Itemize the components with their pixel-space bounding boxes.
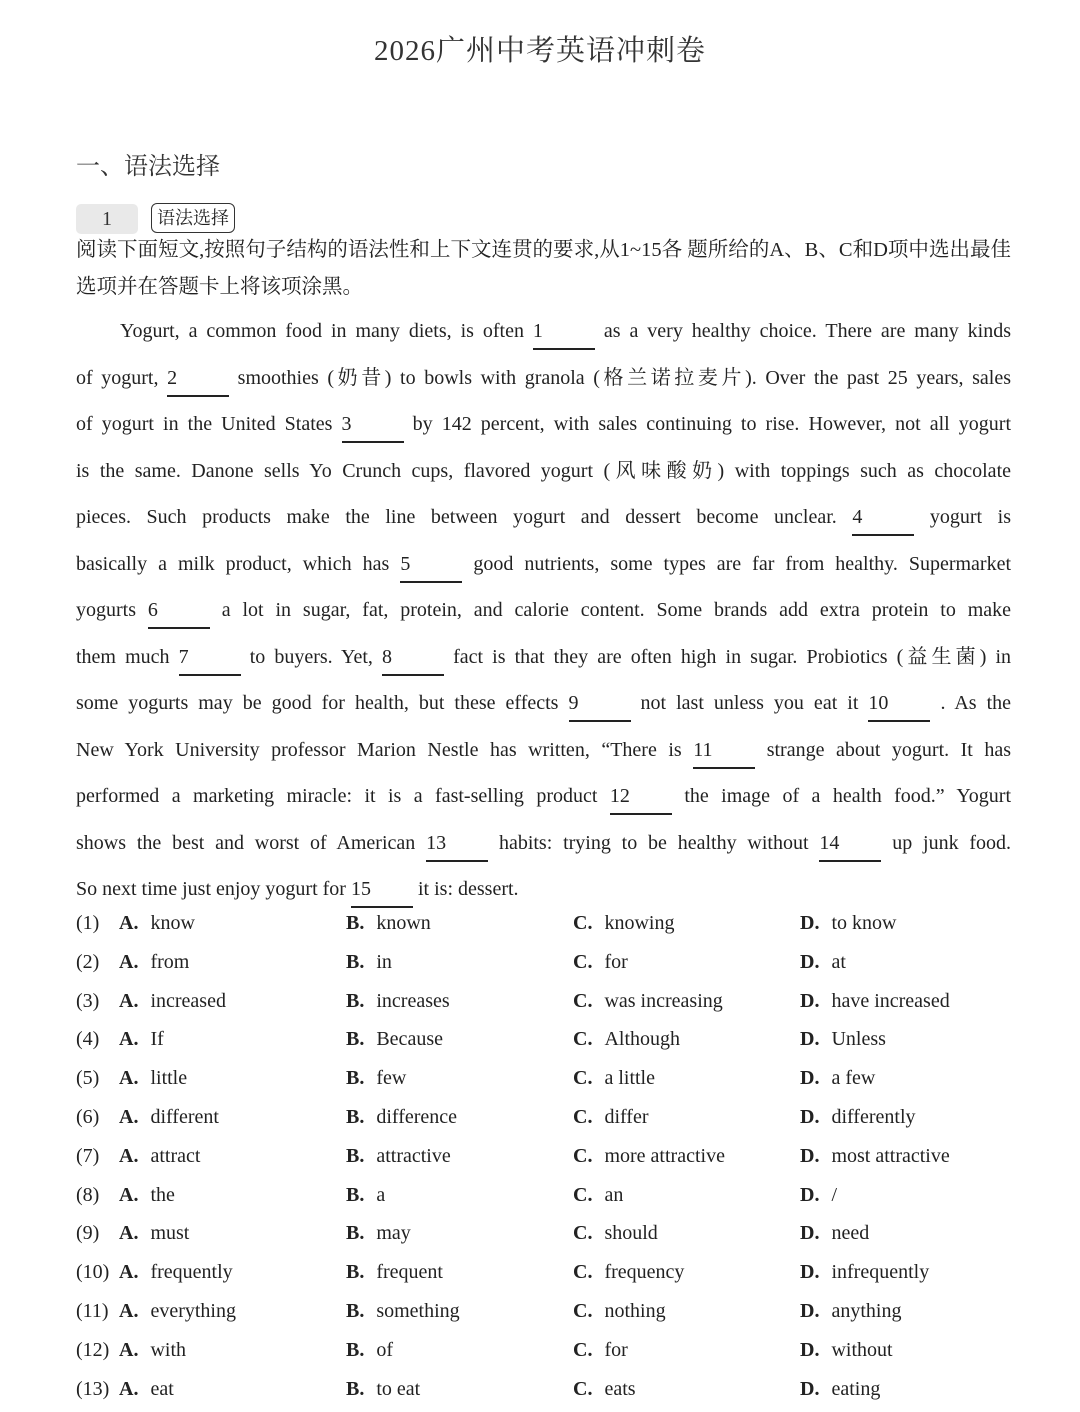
option-letter: C. <box>573 1377 593 1400</box>
passage-text: smoothies (奶昔) to bowls with granola (格兰诺拉麦片). Over the past 25 years, sales <box>237 366 1011 389</box>
option-text: frequency <box>604 1261 685 1284</box>
option-letter: B. <box>346 912 365 934</box>
option-text: the <box>150 1183 175 1206</box>
option-choice-b[interactable] <box>346 1020 443 1059</box>
option-choice-c[interactable] <box>573 1292 666 1331</box>
option-text: with <box>150 1338 187 1361</box>
option-text: was increasing <box>604 989 723 1012</box>
option-letter: A. <box>119 1299 139 1322</box>
option-letter: A. <box>119 1028 139 1051</box>
option-text: differ <box>604 1105 649 1128</box>
passage-text: Yogurt, a common food in many diets, is often <box>120 320 524 342</box>
option-row <box>76 1292 1036 1331</box>
option-choice-d[interactable] <box>800 982 950 1021</box>
option-number: (4) <box>76 1028 100 1051</box>
option-text: infrequently <box>831 1261 930 1284</box>
option-letter: D. <box>800 1105 820 1128</box>
option-choice-c[interactable] <box>573 982 723 1021</box>
passage <box>76 308 1011 913</box>
option-choice-d[interactable] <box>800 943 846 982</box>
option-row <box>76 1331 1036 1370</box>
option-letter: D. <box>800 1261 820 1284</box>
blank-10: 10 <box>868 686 930 722</box>
option-number: (6) <box>76 1105 100 1128</box>
blank-12: 12 <box>610 779 672 815</box>
option-choice-c[interactable] <box>573 1098 649 1137</box>
blank-2: 2 <box>167 361 229 397</box>
option-choice-d[interactable] <box>800 1137 950 1176</box>
option-letter: A. <box>119 1183 139 1206</box>
option-letter: D. <box>800 1299 820 1322</box>
passage-text: by 142 percent, with sales continuing to rise. However, not all yogurt <box>412 413 1012 435</box>
option-letter: C. <box>573 1144 593 1167</box>
option-text: from <box>150 950 190 973</box>
passage-line <box>76 820 1011 867</box>
option-letter: C. <box>573 1183 593 1206</box>
option-choice-c[interactable] <box>573 1370 636 1409</box>
option-choice-c[interactable] <box>573 1059 655 1098</box>
option-letter: B. <box>346 989 365 1012</box>
option-choice-b[interactable] <box>346 1098 457 1137</box>
passage-line <box>76 308 1011 355</box>
option-text: something <box>376 1299 460 1322</box>
blank-6: 6 <box>148 593 210 629</box>
option-choice-a[interactable] <box>119 1214 189 1253</box>
option-number: (3) <box>76 989 100 1012</box>
option-letter: A. <box>119 1377 139 1400</box>
option-text: must <box>150 1222 190 1245</box>
option-letter: C. <box>573 1261 593 1284</box>
option-text: should <box>604 1222 658 1245</box>
option-choice-a[interactable] <box>119 1292 236 1331</box>
option-text: of <box>376 1338 394 1361</box>
passage-line <box>76 494 1011 541</box>
instructions: 阅读下面短文,按照句子结构的语法性和上下文连贯的要求,从1~15各 题所给的A、B、C和D项中选出最佳选项并在答题卡上将该项涂黑。 <box>76 239 1011 298</box>
option-letter: B. <box>346 1028 365 1051</box>
option-choice-a[interactable] <box>119 1331 186 1370</box>
option-row <box>76 1370 1036 1409</box>
option-choice-c[interactable] <box>573 943 628 982</box>
option-letter: A. <box>119 1222 139 1245</box>
option-text: / <box>831 1183 838 1206</box>
option-choice-d[interactable] <box>800 1331 893 1370</box>
option-choice-c[interactable] <box>573 1331 628 1370</box>
passage-text: habits: trying to be healthy without <box>498 831 809 854</box>
option-number: (12) <box>76 1338 110 1361</box>
blank-8: 8 <box>382 640 444 676</box>
section-heading: 一、语法选择 <box>76 154 220 180</box>
option-letter: C. <box>573 1299 593 1322</box>
option-text: attract <box>150 1144 201 1167</box>
option-letter: A. <box>119 1105 139 1128</box>
passage-text: the image of a health food.” Yogurt <box>684 785 1012 807</box>
option-row <box>76 1098 1036 1137</box>
passage-text: them much <box>76 645 170 668</box>
option-text: attractive <box>376 1144 451 1167</box>
option-choice-b[interactable] <box>346 1370 420 1409</box>
passage-line <box>76 773 1011 820</box>
option-letter: D. <box>800 989 820 1012</box>
option-text: without <box>831 1338 893 1361</box>
option-text: frequently <box>150 1261 233 1284</box>
option-number: (7) <box>76 1144 100 1167</box>
option-text: eating <box>831 1377 881 1400</box>
blank-15: 15 <box>351 872 413 908</box>
passage-text: basically a milk product, which has <box>76 552 390 575</box>
option-letter: B. <box>346 1377 365 1400</box>
option-letter: D. <box>800 1067 820 1090</box>
passage-text: So next time just enjoy yogurt for <box>76 878 346 900</box>
option-choice-b[interactable] <box>346 943 392 982</box>
option-number: (8) <box>76 1183 100 1206</box>
option-letter: D. <box>800 1028 820 1051</box>
option-choice-a[interactable] <box>119 1370 174 1409</box>
passage-text: to buyers. Yet, <box>249 645 373 668</box>
option-text: to know <box>831 912 897 934</box>
option-letter: C. <box>573 1028 593 1051</box>
option-letter: A. <box>119 950 139 973</box>
option-letter: D. <box>800 950 820 973</box>
option-text: need <box>831 1222 870 1245</box>
option-choice-c[interactable] <box>573 1176 623 1215</box>
option-letter: C. <box>573 989 593 1012</box>
option-letter: B. <box>346 1299 365 1322</box>
option-letter: A. <box>119 989 139 1012</box>
option-choice-b[interactable] <box>346 1176 385 1215</box>
option-letter: D. <box>800 1338 820 1361</box>
option-text: for <box>604 950 628 973</box>
passage-text: not last unless you eat it <box>640 692 859 714</box>
blank-7: 7 <box>179 640 241 676</box>
option-choice-d[interactable] <box>800 1020 886 1059</box>
blank-3: 3 <box>342 407 404 443</box>
option-letter: B. <box>346 950 365 973</box>
option-choice-b[interactable] <box>346 1059 406 1098</box>
passage-text: up junk food. <box>892 831 1012 854</box>
option-text: a few <box>831 1067 876 1090</box>
passage-text: shows the best and worst of American <box>76 831 416 854</box>
passage-line <box>76 448 1011 495</box>
option-letter: D. <box>800 912 820 934</box>
option-text: to eat <box>376 1377 421 1400</box>
option-letter: C. <box>573 1222 593 1245</box>
option-row <box>76 904 1036 943</box>
option-choice-c[interactable] <box>573 904 674 943</box>
option-letter: A. <box>119 1338 139 1361</box>
passage-line <box>76 541 1011 588</box>
option-text: little <box>150 1067 188 1090</box>
question-number-badge: 1 <box>76 204 138 234</box>
option-text: differently <box>831 1105 916 1128</box>
passage-text: pieces. Such products make the line between yogurt and dessert become unclear. <box>76 506 837 528</box>
option-letter: B. <box>346 1105 365 1128</box>
option-text: most attractive <box>831 1144 950 1167</box>
option-text: anything <box>831 1299 902 1322</box>
page-title: 2026广州中考英语冲刺卷 <box>373 35 706 67</box>
option-row <box>76 1020 1036 1059</box>
option-choice-d[interactable] <box>800 1292 901 1331</box>
option-letter: A. <box>119 912 139 934</box>
option-text: in <box>376 950 392 973</box>
option-row <box>76 1214 1036 1253</box>
option-letter: C. <box>573 1105 593 1128</box>
passage-line <box>76 587 1011 634</box>
option-choice-c[interactable] <box>573 1137 725 1176</box>
blank-4: 4 <box>852 500 914 536</box>
option-letter: C. <box>573 1338 593 1361</box>
option-text: difference <box>376 1105 458 1128</box>
question-type-tag: 语法选择 <box>151 203 235 233</box>
option-number: (1) <box>76 912 100 934</box>
option-text: a little <box>604 1067 655 1090</box>
option-choice-b[interactable] <box>346 1292 460 1331</box>
option-letter: B. <box>346 1222 365 1245</box>
option-row <box>76 1137 1036 1176</box>
option-number: (5) <box>76 1067 100 1090</box>
option-text: different <box>150 1105 219 1128</box>
option-choice-b[interactable] <box>346 1331 393 1370</box>
passage-line <box>76 401 1011 448</box>
option-number: (13) <box>76 1377 110 1400</box>
option-choice-d[interactable] <box>800 904 896 943</box>
option-choice-d[interactable] <box>800 1253 929 1292</box>
blank-1: 1 <box>533 314 595 350</box>
option-choice-d[interactable] <box>800 1370 880 1409</box>
passage-text: some yogurts may be good for health, but these effects <box>76 692 559 714</box>
blank-5: 5 <box>400 547 462 583</box>
option-choice-b[interactable] <box>346 982 450 1021</box>
passage-text: yogurts <box>76 599 136 621</box>
passage-text: of yogurt, <box>76 366 159 389</box>
passage-text: yogurt is <box>929 506 1011 528</box>
blank-9: 9 <box>569 686 631 722</box>
option-letter: D. <box>800 1377 820 1400</box>
option-text: known <box>376 912 431 934</box>
option-text: at <box>831 950 846 973</box>
option-text: few <box>376 1067 407 1090</box>
passage-text: good nutrients, some types are far from healthy. Supermarket <box>473 552 1012 575</box>
option-letter: D. <box>800 1144 820 1167</box>
option-row <box>76 1176 1036 1215</box>
option-choice-a[interactable] <box>119 1253 233 1292</box>
blank-14: 14 <box>819 826 881 862</box>
passage-text: it is: dessert. <box>417 878 519 900</box>
option-number: (9) <box>76 1222 100 1245</box>
blank-11: 11 <box>693 733 755 769</box>
option-row <box>76 1059 1036 1098</box>
option-text: have increased <box>831 989 950 1012</box>
option-letter: D. <box>800 1222 820 1245</box>
passage-line <box>76 680 1011 727</box>
option-letter: A. <box>119 1144 139 1167</box>
option-text: an <box>604 1183 624 1206</box>
passage-text: a lot in sugar, fat, protein, and calorie content. Some brands add extra protein to make <box>221 599 1012 621</box>
option-choice-b[interactable] <box>346 1137 451 1176</box>
option-choice-c[interactable] <box>573 1253 684 1292</box>
option-number: (10) <box>76 1261 110 1284</box>
option-choice-a[interactable] <box>119 1020 164 1059</box>
option-letter: C. <box>573 912 593 934</box>
option-choice-a[interactable] <box>119 1176 175 1215</box>
option-choice-d[interactable] <box>800 1098 916 1137</box>
option-text: eat <box>150 1377 174 1400</box>
option-number: (2) <box>76 950 100 973</box>
option-choice-a[interactable] <box>119 1098 219 1137</box>
option-text: for <box>604 1338 628 1361</box>
passage-line <box>76 634 1011 681</box>
option-text: nothing <box>604 1299 666 1322</box>
blank-13: 13 <box>426 826 488 862</box>
option-text: Unless <box>831 1028 886 1051</box>
passage-text: New York University professor Marion Nestle has written, “There is <box>76 738 682 761</box>
passage-text: is the same. Danone sells Yo Crunch cups, flavored yogurt (风味酸奶) with toppings such as chocolate <box>76 459 1011 482</box>
passage-line <box>76 355 1011 402</box>
option-text: know <box>150 912 195 934</box>
option-text: knowing <box>604 912 675 934</box>
option-row <box>76 982 1036 1021</box>
option-choice-d[interactable] <box>800 1176 837 1215</box>
option-letter: A. <box>119 1261 139 1284</box>
option-choice-a[interactable] <box>119 943 189 982</box>
option-text: frequent <box>376 1261 443 1284</box>
passage-text: of yogurt in the United States <box>76 413 333 435</box>
option-choice-b[interactable] <box>346 1214 411 1253</box>
option-choice-d[interactable] <box>800 1214 869 1253</box>
option-letter: B. <box>346 1183 365 1206</box>
passage-text: fact is that they are often high in sugar. Probiotics (益生菌) in <box>453 645 1012 668</box>
option-choice-a[interactable] <box>119 1137 200 1176</box>
option-letter: A. <box>119 1067 139 1090</box>
option-text: may <box>376 1222 411 1245</box>
option-choice-a[interactable] <box>119 982 226 1021</box>
option-choice-d[interactable] <box>800 1059 875 1098</box>
option-letter: C. <box>573 1067 593 1090</box>
passage-text: performed a marketing miracle: it is a fast-selling product <box>76 785 598 807</box>
option-choice-a[interactable] <box>119 1059 187 1098</box>
option-choice-b[interactable] <box>346 904 431 943</box>
option-choice-a[interactable] <box>119 904 195 943</box>
option-letter: B. <box>346 1144 365 1167</box>
option-text: If <box>150 1028 164 1051</box>
option-choice-c[interactable] <box>573 1020 680 1059</box>
option-text: a <box>376 1183 386 1206</box>
passage-line <box>76 727 1011 774</box>
option-text: Because <box>376 1028 443 1051</box>
option-letter: B. <box>346 1261 365 1284</box>
options-list <box>76 904 1036 1408</box>
option-letter: B. <box>346 1067 365 1090</box>
option-letter: C. <box>573 950 593 973</box>
option-text: more attractive <box>604 1144 725 1167</box>
option-choice-c[interactable] <box>573 1214 658 1253</box>
option-text: increased <box>150 989 226 1012</box>
option-text: eats <box>604 1377 636 1400</box>
passage-text: strange about yogurt. It has <box>766 738 1012 761</box>
option-text: increases <box>376 989 450 1012</box>
option-row <box>76 1253 1036 1292</box>
option-text: Although <box>604 1028 681 1051</box>
option-letter: B. <box>346 1338 365 1361</box>
option-row <box>76 943 1036 982</box>
passage-text: as a very healthy choice. There are many kinds <box>603 320 1012 342</box>
option-number: (11) <box>76 1299 109 1322</box>
option-text: everything <box>150 1299 236 1322</box>
option-letter: D. <box>800 1183 820 1206</box>
option-choice-b[interactable] <box>346 1253 443 1292</box>
passage-text: . As the <box>940 692 1012 714</box>
